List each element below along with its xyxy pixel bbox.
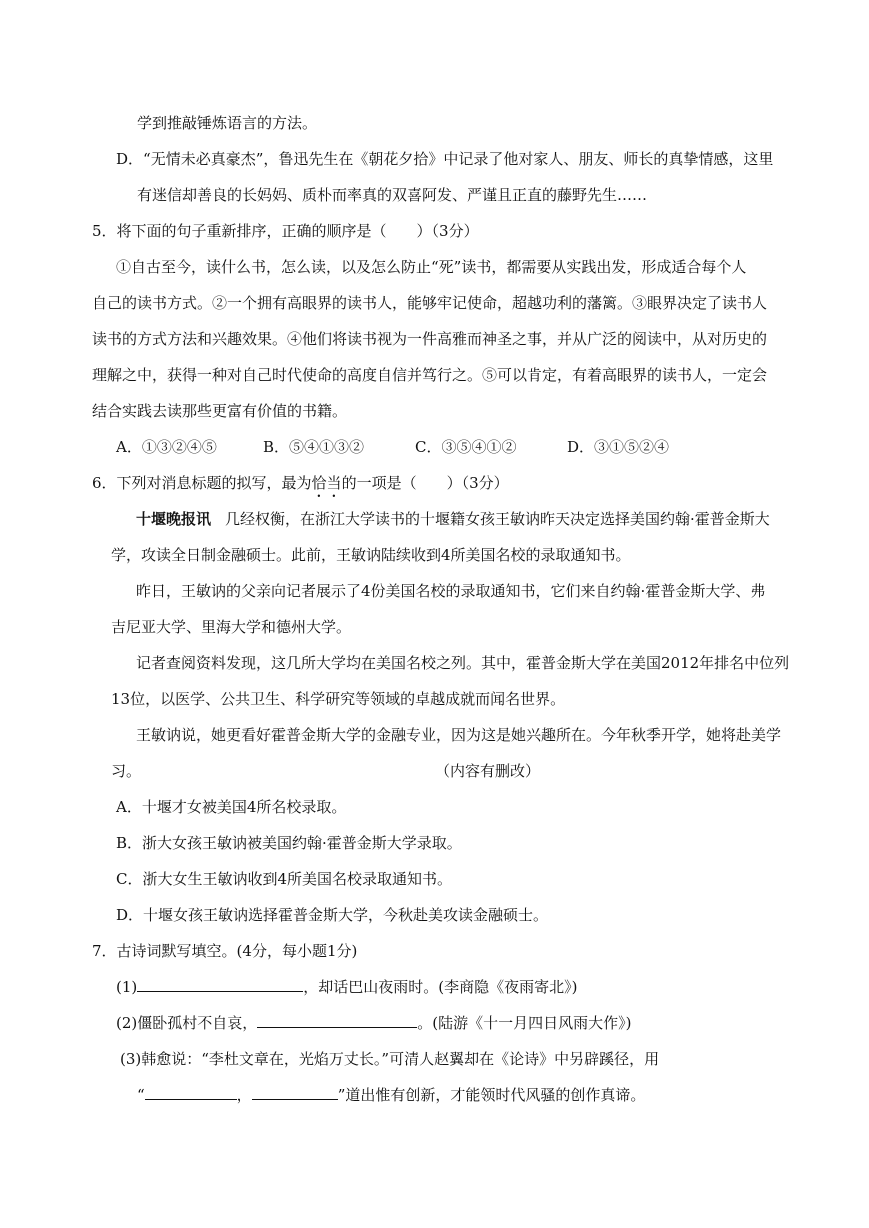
q6-option-b: B．浙大女孩王敏讷被美国约翰·霍普金斯大学录取。 [116, 834, 462, 852]
q6-news-line: 王敏讷说，她更看好霍普金斯大学的金融专业，因为这是她兴趣所在。今年秋季开学，她将赴美学 [136, 726, 782, 744]
q7-item3-line1: (3)韩愈说：“李杜文章在，光焰万丈长。”可清人赵翼却在《论诗》中另辟蹊径，用 [120, 1050, 660, 1068]
q5-option-a: A．①③②④⑤ [116, 438, 217, 456]
q6-news-line1 [136, 509, 770, 529]
q5-stem: 5．将下面的句子重新排序，正确的顺序是（ ）（3分） [92, 222, 479, 240]
q5-option-d: D．③①⑤②④ [567, 438, 670, 456]
q7-item1-number: (1) [116, 978, 138, 996]
q5-passage-line: 读书的方式方法和兴趣效果。④他们将读书视为一件高雅而神圣之事，并从广泛的阅读中，从对历史的 [92, 330, 768, 348]
q6-edit-note: （内容有删改） [435, 762, 541, 780]
q6-news-line: 吉尼亚大学、里海大学和德州大学。 [111, 618, 352, 636]
q6-news-line: 习。 [111, 762, 142, 780]
q5-passage-line: 结合实践去读那些更富有价值的书籍。 [92, 402, 348, 420]
q6-option-c: C．浙大女生王敏讷收到4所美国名校录取通知书。 [116, 870, 453, 888]
q5-passage-line: ①自古至今，读什么书，怎么读，以及怎么防止“死”读书，都需要从实践出发，形成适合每个人 [116, 258, 747, 276]
q6-stem [92, 473, 509, 501]
q7-item1 [116, 977, 577, 997]
q6-news-line: 记者查阅资料发现，这几所大学均在美国名校之列。其中，霍普金斯大学在美国2012年排名中位列 [136, 654, 790, 672]
q6-news-text: 几经权衡，在浙江大学读书的十堰籍女孩王敏讷昨天决定选择美国约翰·霍普金斯大 [225, 510, 770, 528]
q6-news-line: 13位，以医学、公共卫生、科学研究等领域的卓越成就而闻名世界。 [111, 690, 566, 708]
q6-option-d: D．十堰女孩王敏讷选择霍普金斯大学，今秋赴美攻读金融硕士。 [116, 906, 549, 924]
q7-item3-comma: ， [236, 1086, 252, 1104]
q5-passage-line: 理解之中，获得一种对自己时代使命的高度自信并笃行之。⑤可以肯定，有着高眼界的读书人，一定会 [92, 366, 768, 384]
q4-option-c-continuation: 学到推敲锤炼语言的方法。 [137, 114, 318, 132]
q6-stem-post: 的一项是（ ）（3分） [341, 474, 509, 492]
q5-passage-line: 自己的读书方式。②一个拥有高眼界的读书人，能够牢记使命，超越功利的藩篱。③眼界决定了读书人 [92, 294, 768, 312]
q5-option-b: B．⑤④①③② [263, 438, 365, 456]
q7-item3-open-quote: “ [137, 1086, 145, 1104]
q7-item2 [116, 1013, 631, 1033]
q6-news-line: 昨日，王敏讷的父亲向记者展示了4份美国名校的录取通知书，它们来自约翰·霍普金斯大学、弗 [136, 582, 766, 600]
q6-stem-emphasis: 恰当 [311, 474, 342, 492]
q7-item2-text: (2)僵卧孤村不自哀， [116, 1014, 258, 1032]
q6-news-source: 十堰晚报讯 [136, 510, 212, 528]
q7-item3-close: ”道出惟有创新，才能领时代风骚的创作真谛。 [337, 1086, 646, 1104]
q6-stem-pre: 6．下列对消息标题的拟写，最为 [92, 474, 312, 492]
q7-stem: 7．古诗词默写填空。(4分，每小题1分) [92, 942, 358, 960]
q7-item1-blank[interactable] [137, 977, 303, 992]
q7-item2-blank[interactable] [257, 1013, 417, 1028]
q7-item1-text: ，却话巴山夜雨时。(李商隐《夜雨寄北》) [303, 978, 578, 996]
q7-item3-blank-1[interactable] [145, 1085, 237, 1100]
q7-item2-tail: 。(陆游《十一月四日风雨大作》) [417, 1014, 632, 1032]
q4-option-d-line2: 有迷信却善良的长妈妈、质朴而率真的双喜阿发、严谨且正直的藤野先生…… [137, 186, 648, 204]
q5-option-c: C．③⑤④①② [415, 438, 517, 456]
q4-option-d-line1: D．“无情未必真豪杰”，鲁迅先生在《朝花夕拾》中记录了他对家人、朋友、师长的真挚情感，这里 [116, 150, 774, 168]
q7-item3-line2 [137, 1085, 645, 1105]
q7-item3-blank-2[interactable] [252, 1085, 338, 1100]
q6-news-line: 学，攻读全日制金融硕士。此前，王敏讷陆续收到4所美国名校的录取通知书。 [111, 546, 631, 564]
q6-option-a: A．十堰才女被美国4所名校录取。 [116, 798, 347, 816]
